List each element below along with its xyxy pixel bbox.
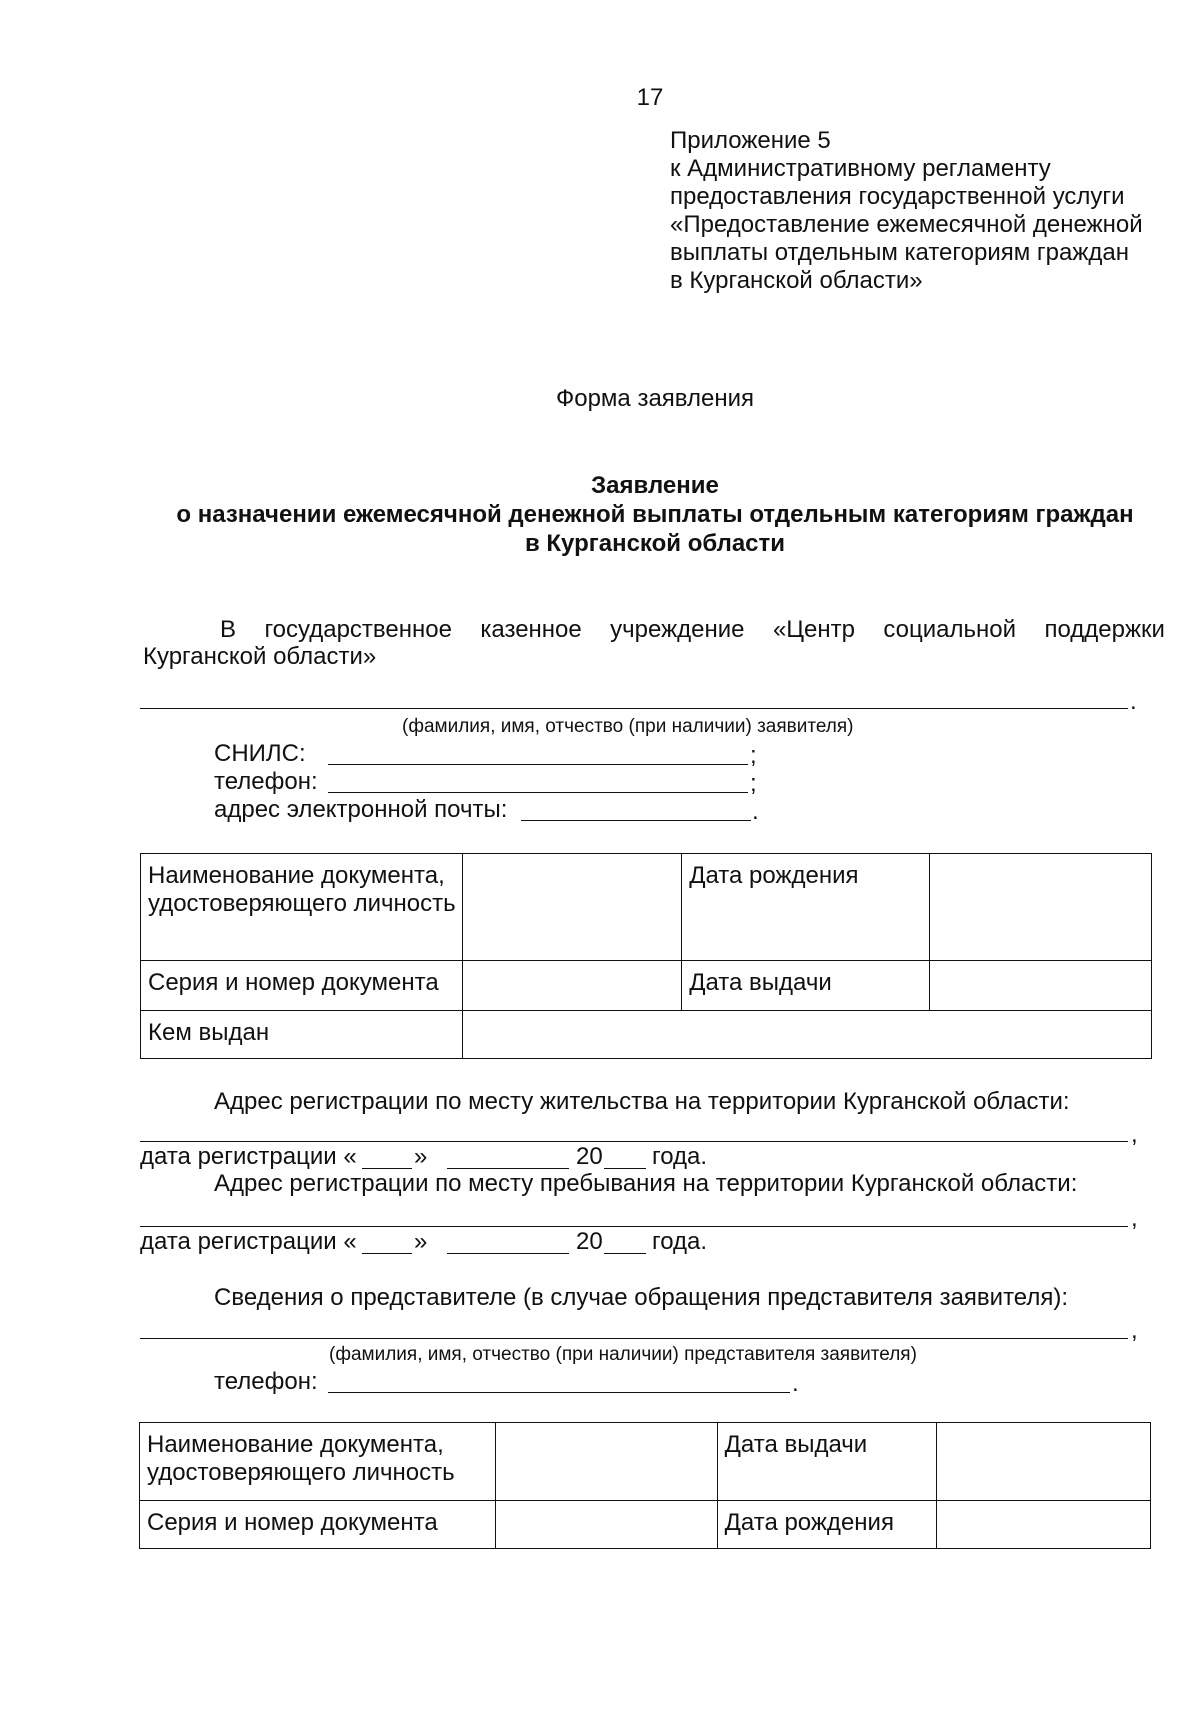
- appendix-header: [670, 127, 1143, 295]
- institution-word: «Центр: [772, 616, 855, 643]
- doc-name-cell[interactable]: [462, 854, 681, 961]
- issued-by-cell[interactable]: [462, 1011, 1151, 1059]
- residence-day-field[interactable]: [362, 1168, 412, 1169]
- applicant-name-hint: (фамилия, имя, отчество (при наличии) заявителя): [402, 716, 854, 737]
- year-prefix: 20: [576, 1228, 603, 1255]
- issue-date-label: Дата выдачи: [682, 961, 930, 1011]
- email-label: адрес электронной почты:: [214, 796, 508, 823]
- representative-name-field[interactable]: [140, 1338, 1128, 1339]
- quote-close: »: [414, 1143, 428, 1170]
- snils-label: СНИЛС:: [214, 740, 306, 767]
- punctuation-comma: ,: [1131, 1205, 1138, 1232]
- rep-issue-date-label: Дата выдачи: [717, 1423, 937, 1501]
- year-suffix: года.: [652, 1143, 708, 1170]
- stay-address-label: Адрес регистрации по месту пребывания на территории Курганской области:: [214, 1170, 1078, 1197]
- representative-phone-label: телефон:: [214, 1368, 318, 1395]
- appendix-line: в Курганской области»: [670, 267, 923, 294]
- title-line: в Курганской области: [524, 530, 786, 557]
- stay-month-field[interactable]: [447, 1253, 569, 1254]
- stay-year-field[interactable]: [604, 1253, 646, 1254]
- residence-address-label: Адрес регистрации по месту жительства на территории Курганской области:: [214, 1088, 1070, 1115]
- appendix-line: «Предоставление ежемесячной денежной: [670, 211, 1143, 238]
- email-field[interactable]: [521, 820, 751, 821]
- punctuation-semicolon: ;: [750, 742, 757, 769]
- applicant-document-table: [140, 853, 1152, 1059]
- appendix-line: предоставления государственной услуги: [670, 183, 1125, 210]
- representative-label: Сведения о представителе (в случае обращения представителя заявителя):: [214, 1284, 1069, 1311]
- stay-date-label: дата регистрации «: [140, 1228, 357, 1255]
- stay-address-field[interactable]: [140, 1226, 1128, 1227]
- birth-date-cell[interactable]: [929, 854, 1151, 961]
- year-suffix: года.: [652, 1228, 708, 1255]
- institution-word: социальной: [883, 616, 1017, 643]
- punctuation-semicolon: ;: [750, 770, 757, 797]
- rep-series-number-label: Серия и номер документа: [140, 1501, 496, 1549]
- institution-word: государственное: [264, 616, 452, 643]
- series-number-cell[interactable]: [462, 961, 681, 1011]
- punctuation-period: .: [1130, 688, 1137, 715]
- rep-doc-name-text: Наименование документа, удостоверяющего личность: [147, 1431, 455, 1486]
- residence-month-field[interactable]: [447, 1168, 569, 1169]
- rep-series-number-cell[interactable]: [496, 1501, 717, 1549]
- punctuation-comma: ,: [1131, 1317, 1138, 1344]
- applicant-name-field[interactable]: [140, 708, 1128, 709]
- form-label: Форма заявления: [555, 385, 754, 412]
- title-line: Заявление: [591, 472, 719, 499]
- institution-line: Курганской области»: [143, 643, 377, 670]
- appendix-line: Приложение 5: [670, 127, 831, 154]
- table-row: [141, 961, 1152, 1011]
- rep-birth-date-label: Дата рождения: [717, 1501, 937, 1549]
- institution-word: поддержки: [1044, 616, 1165, 643]
- table-row: [140, 1423, 1151, 1501]
- snils-field[interactable]: [328, 764, 748, 765]
- institution-word: казенное: [480, 616, 582, 643]
- document-title: [0, 471, 1200, 558]
- rep-issue-date-cell[interactable]: [937, 1423, 1151, 1501]
- page-number: 17: [636, 84, 664, 111]
- representative-phone-field[interactable]: [328, 1392, 790, 1393]
- institution-line: [220, 616, 1165, 644]
- rep-doc-name-label: [140, 1423, 496, 1501]
- institution-word: В: [220, 616, 237, 643]
- issue-date-cell[interactable]: [929, 961, 1151, 1011]
- punctuation-period: .: [792, 1370, 799, 1397]
- punctuation-comma: ,: [1131, 1121, 1138, 1148]
- institution-word: учреждение: [610, 616, 745, 643]
- doc-name-label: Наименование документа, удостоверяющего личность: [141, 854, 463, 961]
- table-row: [141, 854, 1152, 961]
- representative-name-hint: (фамилия, имя, отчество (при наличии) представителя заявителя): [329, 1344, 917, 1365]
- appendix-line: выплаты отдельным категориям граждан: [670, 239, 1129, 266]
- punctuation-period: .: [752, 798, 759, 825]
- series-number-label: Серия и номер документа: [141, 961, 463, 1011]
- issued-by-label: Кем выдан: [141, 1011, 463, 1059]
- table-row: [140, 1501, 1151, 1549]
- table-row: [141, 1011, 1152, 1059]
- phone-field[interactable]: [328, 792, 748, 793]
- appendix-line: к Административному регламенту: [670, 155, 1051, 182]
- rep-birth-date-cell[interactable]: [937, 1501, 1151, 1549]
- year-prefix: 20: [576, 1143, 603, 1170]
- residence-year-field[interactable]: [604, 1168, 646, 1169]
- phone-label: телефон:: [214, 768, 318, 795]
- birth-date-label: Дата рождения: [682, 854, 930, 961]
- quote-close: »: [414, 1228, 428, 1255]
- stay-day-field[interactable]: [362, 1253, 412, 1254]
- rep-doc-name-cell[interactable]: [496, 1423, 717, 1501]
- title-line: о назначении ежемесячной денежной выплаты отдельным категориям граждан: [176, 501, 1134, 528]
- residence-date-label: дата регистрации «: [140, 1143, 357, 1170]
- representative-document-table: [139, 1422, 1151, 1549]
- residence-address-field[interactable]: [140, 1141, 1128, 1142]
